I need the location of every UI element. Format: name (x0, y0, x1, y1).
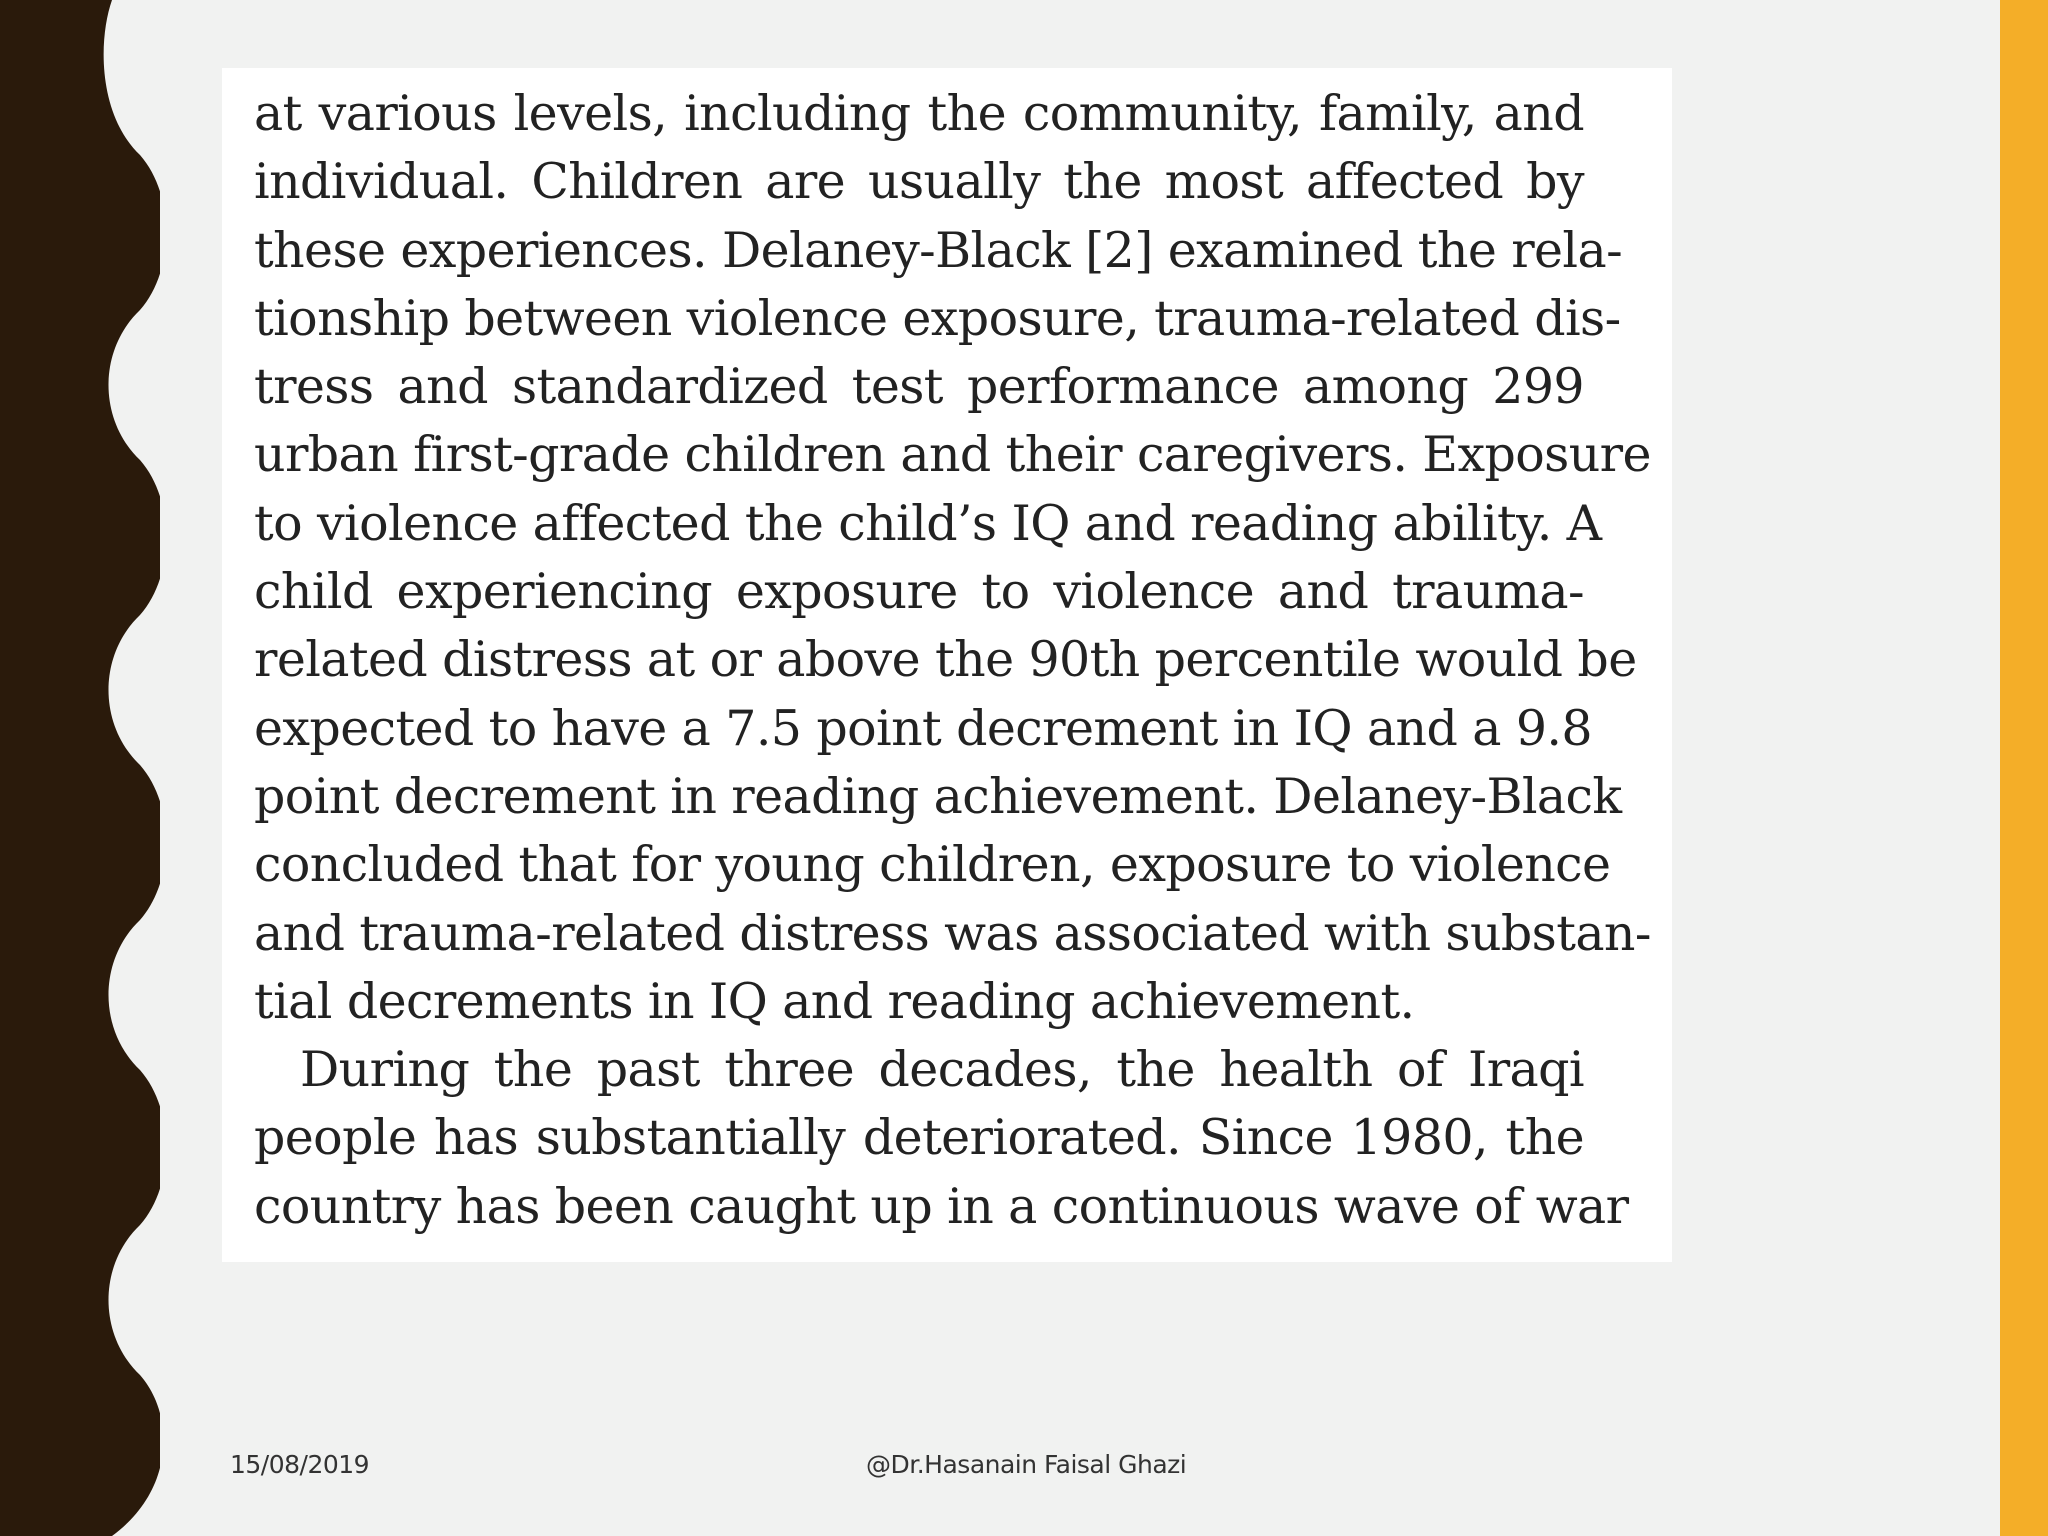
text-line: tress and standardized test performance among 299 (254, 358, 1584, 416)
text-line: these experiences. Delaney-Black [2] examined the rela- (254, 221, 1623, 279)
text-line: to violence affected the child’s IQ and reading ability. A (254, 494, 1602, 552)
text-line: related distress at or above the 90th percentile would be (254, 631, 1637, 689)
wave-shape (0, 0, 160, 1536)
text-line: urban first-grade children and their caregivers. Exposure (254, 426, 1651, 484)
text-line: point decrement in reading achievement. Delaney-Black (254, 767, 1622, 825)
text-line: and trauma-related distress was associated with substan- (254, 904, 1651, 962)
text-line: concluded that for young children, exposure to violence (254, 836, 1611, 894)
text-line: child experiencing exposure to violence and trauma- (254, 563, 1584, 621)
footer-author: @Dr.Hasanain Faisal Ghazi (866, 1450, 1187, 1479)
text-line: people has substantially deteriorated. Since 1980, the (254, 1109, 1584, 1167)
excerpt-text (254, 80, 1651, 1241)
text-line: country has been caught up in a continuous wave of war (254, 1177, 1629, 1235)
text-line: tionship between violence exposure, trauma-related dis- (254, 289, 1621, 347)
text-line: expected to have a 7.5 point decrement in IQ and a 9.8 (254, 699, 1592, 757)
text-line: individual. Children are usually the most affected by (254, 153, 1584, 211)
wavy-decorative-band (0, 0, 160, 1536)
text-line: tial decrements in IQ and reading achievement. (254, 972, 1415, 1030)
accent-bar (2000, 0, 2048, 1536)
footer-date: 15/08/2019 (230, 1450, 370, 1479)
text-line: at various levels, including the community, family, and (254, 85, 1584, 142)
excerpt-image-panel (222, 68, 1672, 1262)
text-line: During the past three decades, the health of Iraqi (300, 1041, 1584, 1099)
